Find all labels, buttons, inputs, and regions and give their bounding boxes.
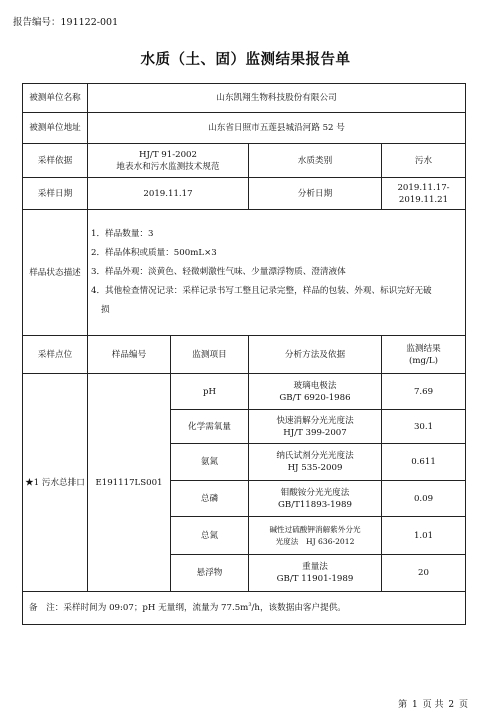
result-row: [23, 374, 466, 410]
page-label-post: 页: [458, 700, 468, 710]
method-cell: [249, 410, 382, 444]
status-item-4-cont: 损: [101, 305, 110, 315]
item-name: 化学需氧量: [171, 410, 249, 444]
remarks: [23, 592, 466, 625]
method-standard: GB/T11893-1989: [278, 499, 352, 510]
item-name: 总氮: [171, 517, 249, 555]
sample-status-row: [23, 210, 466, 336]
dates-row: [23, 178, 466, 210]
client-address-row: [23, 113, 466, 144]
water-type-label: 水质类别: [249, 144, 382, 178]
item-name: pH: [171, 374, 249, 410]
sampling-basis-row: [23, 144, 466, 178]
page-label-pre: 第: [398, 700, 408, 710]
sample-status-label: 样品状态描述: [23, 210, 88, 336]
page-footer: [397, 697, 469, 710]
method-name: 快速消解分光光度法: [276, 415, 354, 426]
result-value: 1.01: [382, 517, 466, 555]
remarks-superscript: 3: [248, 602, 252, 609]
sampling-basis-line2: 地表水和污水监测技术规范: [116, 161, 220, 172]
remarks-prefix: 备 注：采样时间为 09:07；pH 无量纲，流量为 77.5m: [29, 603, 249, 613]
header-code: 样品编号: [88, 336, 171, 374]
analysis-date-value: 2019.11.17-2019.11.21: [382, 178, 466, 210]
item-name: 悬浮物: [171, 555, 249, 592]
item-name: 总磷: [171, 481, 249, 517]
header-result-line2: (mg/L): [409, 355, 438, 366]
client-address-label: 被测单位地址: [23, 113, 88, 144]
method-cell: [249, 481, 382, 517]
result-value: 20: [382, 555, 466, 592]
method-cell: [249, 374, 382, 410]
header-method: 分析方法及依据: [249, 336, 382, 374]
method-standard: GB/T 11901-1989: [276, 574, 354, 584]
method-cell: [249, 555, 382, 592]
sampling-point-value: ★1 污水总排口: [23, 374, 88, 592]
method-name: 钼酸铵分光光度法: [280, 487, 350, 498]
sample-status-list: [88, 210, 466, 336]
item-name: 氨氮: [171, 444, 249, 481]
sampling-basis-value: [88, 144, 249, 178]
method-cell: [249, 444, 382, 481]
status-item-4: 4．其他检查情况记录：采样记录书写工整且记录完整，样品的包装、外观、标识完好无破: [91, 286, 432, 296]
header-result: [382, 336, 466, 374]
water-type-value: 污水: [382, 144, 466, 178]
report-number: 报告编号：191122-001: [13, 17, 119, 28]
method-standard: GB/T 6920-1986: [279, 392, 351, 403]
result-value: 0.09: [382, 481, 466, 517]
page-total: 2: [448, 700, 455, 710]
page-number: 1: [412, 700, 418, 710]
status-item-2: 2．样品体积或质量：500mL×3: [91, 248, 217, 258]
method-standard: HJ 535-2009: [287, 463, 343, 473]
sampling-date-value: 2019.11.17: [88, 178, 249, 210]
result-value: 7.69: [382, 374, 466, 410]
sampling-basis-line1: HJ/T 91-2002: [138, 149, 197, 160]
page-label-mid: 页 共: [422, 700, 444, 710]
method-standard: HJ/T 399-2007: [283, 427, 347, 438]
header-item: 监测项目: [171, 336, 249, 374]
sampling-basis-label: 采样依据: [23, 144, 88, 178]
remarks-suffix: /h，该数据由客户提供。: [251, 603, 346, 613]
report-title: 水质（土、固）监测结果报告单: [140, 51, 351, 68]
method-name: 重量法: [302, 562, 328, 572]
sampling-date-label: 采样日期: [23, 178, 88, 210]
client-name-value: 山东凯翔生物科技股份有限公司: [88, 84, 466, 113]
status-item-1: 1．样品数量：3: [91, 229, 154, 239]
method-cell: [249, 517, 382, 555]
report-table: [22, 83, 466, 625]
client-address-value: 山东省日照市五莲县城沿河路 52 号: [88, 113, 466, 144]
header-result-line1: 监测结果: [406, 343, 441, 354]
header-point: 采样点位: [23, 336, 88, 374]
method-name: 纳氏试剂分光光度法: [276, 451, 354, 461]
result-value: 0.611: [382, 444, 466, 481]
results-header-row: [23, 336, 466, 374]
sample-code-value: E191117LS001: [88, 374, 171, 592]
client-name-label: 被测单位名称: [23, 84, 88, 113]
result-value: 30.1: [382, 410, 466, 444]
status-item-3: 3．样品外观：淡黄色、轻微刺激性气味、少量漂浮物质、澄清液体: [91, 267, 346, 277]
note-row: [23, 592, 466, 625]
method-standard: 光度法 HJ 636-2012: [275, 536, 355, 546]
client-name-row: [23, 84, 466, 113]
analysis-date-label: 分析日期: [249, 178, 382, 210]
method-name: 玻璃电极法: [293, 380, 337, 391]
method-name: 碱性过硫酸钾消解紫外分光: [269, 524, 361, 534]
